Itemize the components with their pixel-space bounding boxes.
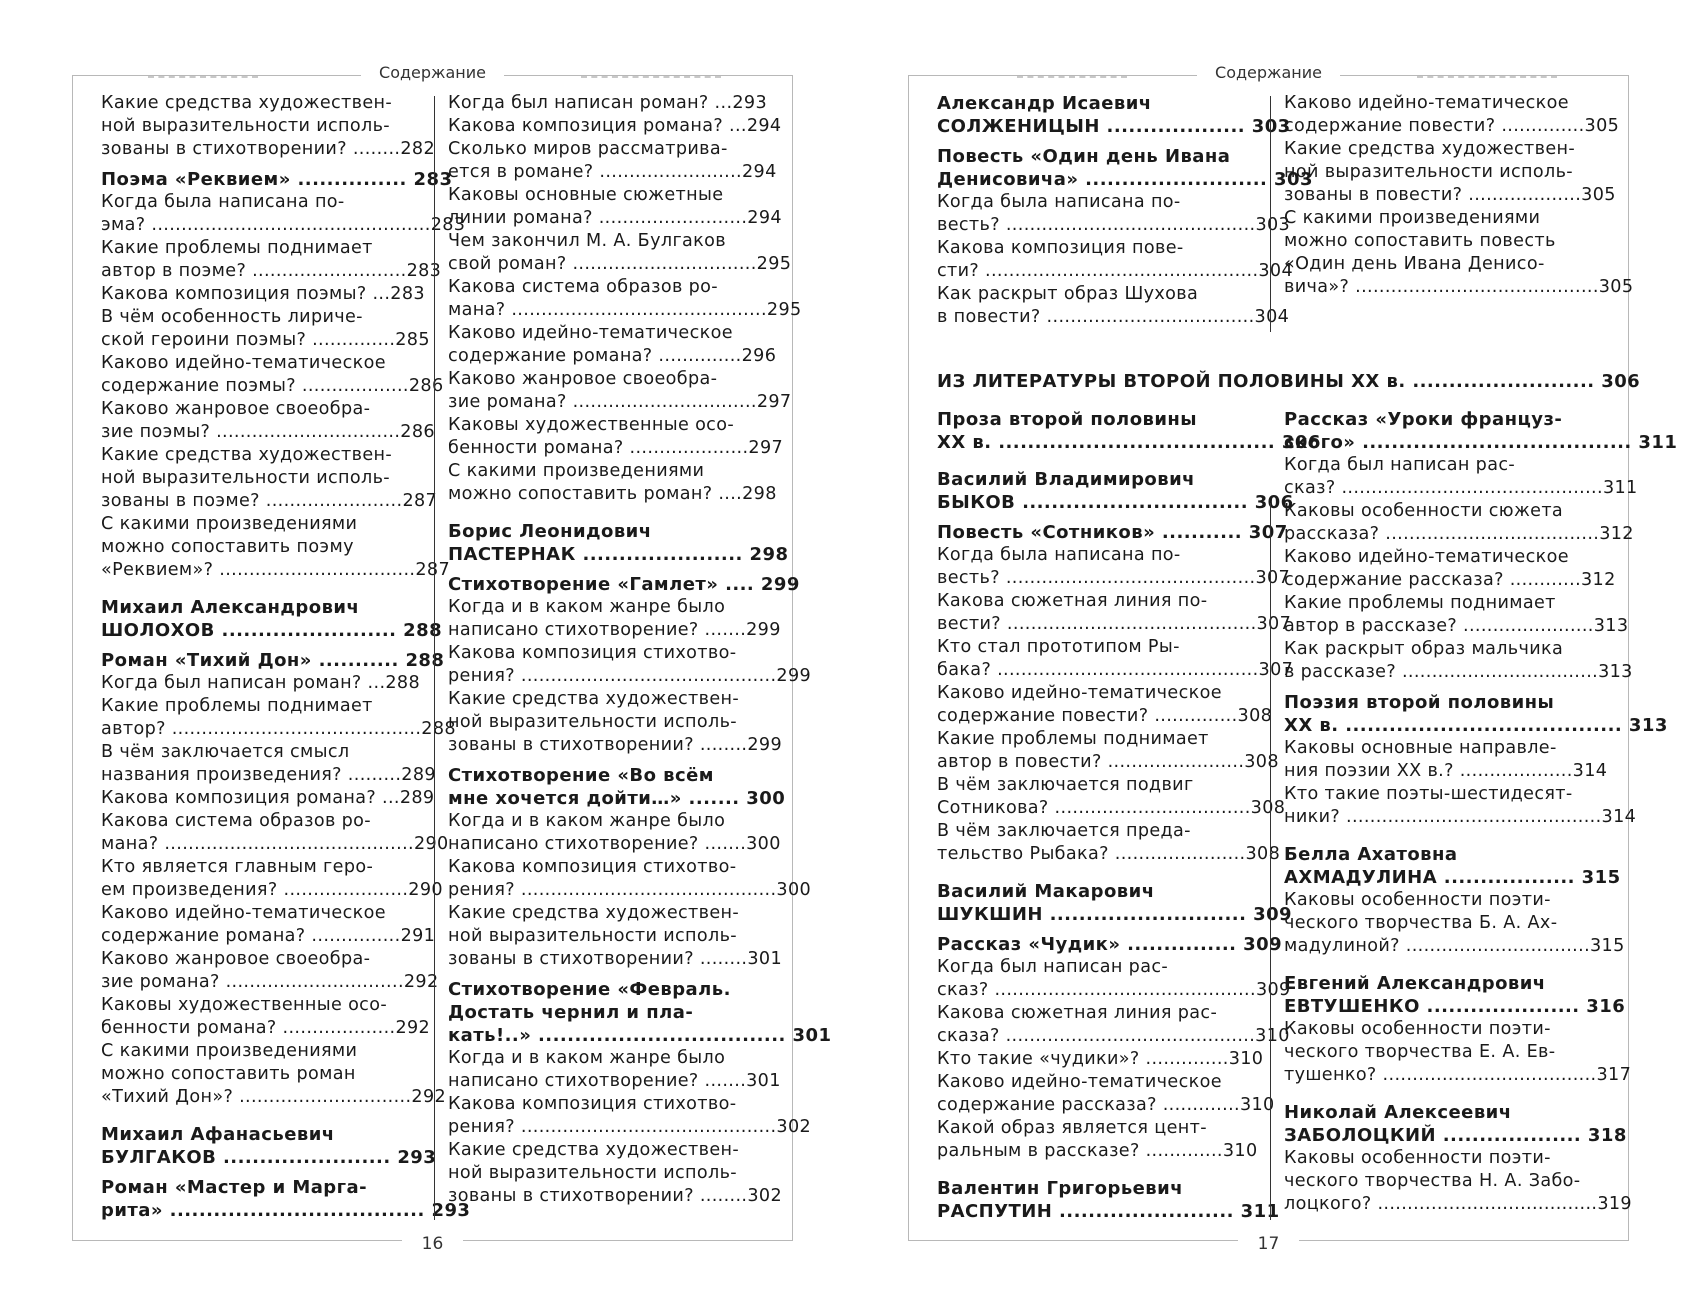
toc-entry-line: зие романа? ..............................292 xyxy=(101,972,439,992)
spacer xyxy=(937,926,1249,933)
toc-entry-line: Какие средства художествен- xyxy=(448,903,740,923)
toc-heading: Повесть «Сотников» ........... 307 xyxy=(937,522,1288,543)
page-header-text: Содержание xyxy=(1197,63,1340,82)
toc-entry-line: Чем закончил М. А. Булгаков xyxy=(448,231,726,251)
toc-entry-line: можно сопоставить роман xyxy=(101,1064,356,1084)
toc-entry-line: Каковы особенности сюжета xyxy=(1284,501,1564,521)
spacer xyxy=(1284,1087,1596,1101)
spacer xyxy=(448,971,760,978)
toc-entry-line: ной выразительности исполь- xyxy=(448,926,737,946)
toc-entry-line: бенности романа? ...................292 xyxy=(101,1018,431,1038)
toc-entry-line: «Тихий Дон»? .............................292 xyxy=(101,1087,447,1107)
toc-entry-line: Какие проблемы поднимает xyxy=(101,696,373,716)
toc-heading: Достать чернил и пла- xyxy=(448,1002,694,1023)
page-header-text: Содержание xyxy=(361,63,504,82)
toc-entry-line: ной выразительности исполь- xyxy=(448,1163,737,1183)
toc-entry-line: Сколько миров рассматрива- xyxy=(448,139,728,159)
page-number-text: 17 xyxy=(1238,1234,1300,1254)
spacer xyxy=(101,642,413,649)
toc-heading: ского» ..................................... 311 xyxy=(1284,432,1678,453)
toc-entry-line: Как раскрыт образ мальчика xyxy=(1284,639,1564,659)
toc-entry-line: написано стихотворение? .......299 xyxy=(448,620,781,640)
toc-heading: СОЛЖЕНИЦЫН ................... 303 xyxy=(937,116,1291,137)
toc-entry-line: Каково идейно-тематическое xyxy=(1284,547,1569,567)
toc-entry-line: эма? ...............................................283 xyxy=(101,215,466,235)
toc-heading: XX в. ...................................... 313 xyxy=(1284,715,1668,736)
toc-entry-line: Какова композиция романа? ...289 xyxy=(101,788,435,808)
toc-entry-line: ной выразительности исполь- xyxy=(101,116,390,136)
toc-entry-line: ем произведения? .....................290 xyxy=(101,880,443,900)
toc-entry-line: В чём особенность лириче- xyxy=(101,307,363,327)
toc-entry-line: сказа? ..........................................310 xyxy=(937,1026,1290,1046)
toc-entry-line: рассказа? ....................................312 xyxy=(1284,524,1634,544)
toc-entry-line: лоцкого? .....................................319 xyxy=(1284,1194,1632,1214)
toc-heading: Поэма «Реквием» ............... 283 xyxy=(101,169,453,190)
toc-heading: Стихотворение «Во всём xyxy=(448,765,714,786)
toc-entry-line: рения? ...........................................302 xyxy=(448,1117,812,1137)
toc-entry-line: Какие средства художествен- xyxy=(448,689,740,709)
toc-column-1-bottom xyxy=(937,408,1321,1223)
toc-entry-line: С какими произведениями xyxy=(101,1041,358,1061)
toc-column-1-top xyxy=(937,92,1313,329)
toc-entry-line: Какие средства художествен- xyxy=(448,1140,740,1160)
toc-heading: ЗАБОЛОЦКИЙ ................... 318 xyxy=(1284,1125,1627,1146)
toc-entry-line: Какова система образов ро- xyxy=(101,811,371,831)
spacer xyxy=(937,454,1249,468)
toc-entry-line: Каково жанровое своеобра- xyxy=(448,369,718,389)
toc-heading: Михаил Афанасьевич xyxy=(101,1124,335,1145)
toc-column-2 xyxy=(448,92,832,1208)
toc-entry-line: Каково идейно-тематическое xyxy=(101,353,386,373)
toc-entry-line: Каковы основные направле- xyxy=(1284,738,1557,758)
toc-entry-line: тушенко? ....................................317 xyxy=(1284,1065,1632,1085)
toc-entry-line: содержание романа? ...............291 xyxy=(101,926,436,946)
spacer xyxy=(937,1163,1249,1177)
toc-entry-line: «Один день Ивана Денисо- xyxy=(1284,254,1545,274)
toc-entry-line: написано стихотворение? .......301 xyxy=(448,1071,781,1091)
toc-entry-line: Какие проблемы поднимает xyxy=(1284,593,1556,613)
toc-heading: ШОЛОХОВ ........................ 288 xyxy=(101,620,443,641)
toc-entry-line: С какими произведениями xyxy=(101,514,358,534)
toc-entry-line: ческого творчества Н. А. Забо- xyxy=(1284,1171,1581,1191)
toc-entry-line: сказ? ............................................311 xyxy=(1284,478,1638,498)
toc-entry-line: Кто такие поэты-шестидесят- xyxy=(1284,784,1573,804)
toc-entry-line: Сотникова? .................................308 xyxy=(937,798,1286,818)
toc-entry-line: Какова композиция поэмы? ...283 xyxy=(101,284,425,304)
spacer xyxy=(101,161,413,168)
toc-entry-line: Когда и в каком жанре было xyxy=(448,811,726,831)
spacer xyxy=(448,506,760,520)
toc-entry-line: Каковы художественные осо- xyxy=(448,415,735,435)
section-heading-text: ИЗ ЛИТЕРАТУРЫ ВТОРОЙ ПОЛОВИНЫ XX в. ......................... 306 xyxy=(937,371,1641,392)
toc-entry-line: вести? ..........................................307 xyxy=(937,614,1292,634)
toc-entry-line: Когда была написана по- xyxy=(937,192,1181,212)
toc-entry-line: содержание повести? ..............305 xyxy=(1284,116,1620,136)
toc-entry-line: бака? ............................................307 xyxy=(937,660,1294,680)
toc-entry-line: Какова сюжетная линия рас- xyxy=(937,1003,1218,1023)
toc-entry-line: Какова композиция стихотво- xyxy=(448,643,737,663)
toc-heading: ПАСТЕРНАК ...................... 298 xyxy=(448,544,789,565)
column-divider-top xyxy=(1270,96,1271,332)
toc-entry-line: мана? ..........................................290 xyxy=(101,834,449,854)
toc-entry-line: Какова композиция пове- xyxy=(937,238,1184,258)
toc-entry-line: С какими произведениями xyxy=(448,461,705,481)
toc-entry-line: ской героини поэмы? ..............285 xyxy=(101,330,430,350)
page-number xyxy=(73,1234,792,1254)
toc-entry-line: Какие средства художествен- xyxy=(101,93,393,113)
toc-entry-line: Каково идейно-тематическое xyxy=(937,683,1222,703)
toc-entry-line: Какова система образов ро- xyxy=(448,277,718,297)
toc-entry-line: Каково жанровое своеобра- xyxy=(101,399,371,419)
spacer xyxy=(448,566,760,573)
toc-heading: ШУКШИН ........................... 309 xyxy=(937,904,1293,925)
toc-heading: Стихотворение «Февраль. xyxy=(448,979,731,1000)
left-page xyxy=(72,63,832,1254)
toc-entry-line: Каковы основные сюжетные xyxy=(448,185,724,205)
spacer xyxy=(101,1109,413,1123)
column-divider xyxy=(434,96,435,1220)
toc-entry-line: Какова композиция стихотво- xyxy=(448,857,737,877)
toc-column-2-bottom xyxy=(1284,408,1678,1216)
toc-entry-line: Каково идейно-тематическое xyxy=(448,323,733,343)
toc-entry-line: Когда был написан рас- xyxy=(1284,455,1516,475)
toc-entry-line: «Реквием»? .................................287 xyxy=(101,560,451,580)
spacer xyxy=(1284,684,1596,691)
toc-entry-line: ной выразительности исполь- xyxy=(101,468,390,488)
toc-entry-line: зованы в стихотворении? ........302 xyxy=(448,1186,782,1206)
toc-heading: XX в. ...................................... 306 xyxy=(937,432,1321,453)
toc-entry-line: написано стихотворение? .......300 xyxy=(448,834,781,854)
toc-entry-line: автор? ..........................................288 xyxy=(101,719,456,739)
toc-entry-line: ческого творчества Б. А. Ах- xyxy=(1284,913,1558,933)
section-heading xyxy=(937,370,1641,393)
toc-entry-line: зие поэмы? ...............................286 xyxy=(101,422,435,442)
toc-entry-line: Каково идейно-тематическое xyxy=(1284,93,1569,113)
toc-heading: Василий Владимирович xyxy=(937,469,1195,490)
toc-heading: БУЛГАКОВ ....................... 293 xyxy=(101,1147,437,1168)
toc-heading: Поэзия второй половины xyxy=(1284,692,1555,713)
toc-entry-line: В чём заключается смысл xyxy=(101,742,350,762)
toc-heading: Повесть «Один день Ивана xyxy=(937,146,1231,167)
spacer xyxy=(448,757,760,764)
toc-entry-line: содержание рассказа? ............312 xyxy=(1284,570,1616,590)
toc-entry-line: Когда был написан роман? ...293 xyxy=(448,93,768,113)
toc-entry-line: свой роман? ...............................295 xyxy=(448,254,792,274)
toc-heading: рита» ................................... 293 xyxy=(101,1200,471,1221)
toc-entry-line: Какова композиция романа? ...294 xyxy=(448,116,782,136)
toc-entry-line: Когда и в каком жанре было xyxy=(448,1048,726,1068)
toc-heading: Рассказ «Чудик» ............... 309 xyxy=(937,934,1283,955)
toc-entry-line: содержание романа? ..............296 xyxy=(448,346,777,366)
right-page xyxy=(908,63,1678,1254)
spacer xyxy=(101,582,413,596)
toc-heading: Стихотворение «Гамлет» .... 299 xyxy=(448,574,800,595)
toc-entry-line: С какими произведениями xyxy=(1284,208,1541,228)
toc-entry-line: зованы в поэме? .......................287 xyxy=(101,491,438,511)
toc-entry-line: зованы в повести? ...................305 xyxy=(1284,185,1616,205)
toc-entry-line: сти? ..............................................304 xyxy=(937,261,1294,281)
toc-entry-line: ной выразительности исполь- xyxy=(1284,162,1573,182)
toc-entry-line: Кто является главным геро- xyxy=(101,857,374,877)
toc-entry-line: мана? ...........................................295 xyxy=(448,300,802,320)
toc-entry-line: можно сопоставить роман? ....298 xyxy=(448,484,777,504)
toc-entry-line: Каковы особенности поэти- xyxy=(1284,1148,1551,1168)
page-number-text: 16 xyxy=(402,1234,464,1254)
toc-entry-line: ется в романе? ........................294 xyxy=(448,162,777,182)
page-header xyxy=(909,63,1628,82)
toc-entry-line: Какие проблемы поднимает xyxy=(101,238,373,258)
toc-heading: БЫКОВ ............................... 306 xyxy=(937,492,1294,513)
toc-entry-line: весть? ..........................................303 xyxy=(937,215,1291,235)
toc-heading: Рассказ «Уроки француз- xyxy=(1284,409,1563,430)
toc-entry-line: Какие средства художествен- xyxy=(1284,139,1576,159)
toc-entry-line: автор в рассказе? ......................313 xyxy=(1284,616,1629,636)
toc-entry-line: Какова композиция стихотво- xyxy=(448,1094,737,1114)
toc-entry-line: бенности романа? ....................297 xyxy=(448,438,784,458)
toc-heading: Белла Ахатовна xyxy=(1284,844,1458,865)
toc-entry-line: линии романа? .........................294 xyxy=(448,208,782,228)
toc-entry-line: зованы в стихотворении? ........301 xyxy=(448,949,782,969)
toc-entry-line: тельство Рыбака? ......................308 xyxy=(937,844,1281,864)
spacer xyxy=(937,866,1249,880)
spacer xyxy=(101,1169,413,1176)
toc-entry-line: сказ? ............................................309 xyxy=(937,980,1291,1000)
toc-entry-line: можно сопоставить повесть xyxy=(1284,231,1556,251)
toc-heading: Борис Леонидович xyxy=(448,521,652,542)
toc-entry-line: Какие проблемы поднимает xyxy=(937,729,1209,749)
toc-entry-line: Каково идейно-тематическое xyxy=(937,1072,1222,1092)
toc-heading: Василий Макарович xyxy=(937,881,1155,902)
toc-entry-line: Какие средства художествен- xyxy=(101,445,393,465)
toc-heading: АХМАДУЛИНА .................. 315 xyxy=(1284,867,1621,888)
toc-entry-line: Кто стал прототипом Ры- xyxy=(937,637,1180,657)
toc-entry-line: ния поэзии XX в.? ...................314 xyxy=(1284,761,1608,781)
toc-heading: мне хочется дойти…» ....... 300 xyxy=(448,788,786,809)
toc-heading: Александр Исаевич xyxy=(937,93,1152,114)
toc-entry-line: Когда и в каком жанре было xyxy=(448,597,726,617)
toc-entry-line: можно сопоставить поэму xyxy=(101,537,354,557)
toc-column-2-top xyxy=(1284,92,1634,299)
toc-entry-line: Когда была написана по- xyxy=(101,192,345,212)
page-number xyxy=(909,1234,1628,1254)
toc-entry-line: названия произведения? .........289 xyxy=(101,765,436,785)
toc-entry-line: Каковы особенности поэти- xyxy=(1284,890,1551,910)
toc-entry-line: В чём заключается подвиг xyxy=(937,775,1194,795)
toc-heading: РАСПУТИН ........................ 311 xyxy=(937,1201,1280,1222)
toc-entry-line: автор в поэме? ..........................283 xyxy=(101,261,442,281)
toc-heading: Михаил Александрович xyxy=(101,597,360,618)
toc-entry-line: Когда был написан рас- xyxy=(937,957,1169,977)
toc-column-1 xyxy=(101,92,471,1222)
toc-entry-line: в рассказе? .................................313 xyxy=(1284,662,1633,682)
spacer xyxy=(1284,958,1596,972)
toc-entry-line: Каковы художественные осо- xyxy=(101,995,388,1015)
toc-entry-line: весть? ..........................................307 xyxy=(937,568,1291,588)
toc-entry-line: ческого творчества Е. А. Ев- xyxy=(1284,1042,1556,1062)
toc-heading: Валентин Григорьевич xyxy=(937,1178,1184,1199)
spacer xyxy=(1284,829,1596,843)
toc-entry-line: автор в повести? .......................308 xyxy=(937,752,1279,772)
toc-entry-line: Как раскрыт образ Шухова xyxy=(937,284,1199,304)
column-divider-bottom xyxy=(1270,503,1271,1220)
toc-heading: Роман «Тихий Дон» ........... 288 xyxy=(101,650,445,671)
toc-entry-line: Каково идейно-тематическое xyxy=(101,903,386,923)
toc-heading: Проза второй половины xyxy=(937,409,1198,430)
toc-entry-line: содержание рассказа? .............310 xyxy=(937,1095,1275,1115)
toc-entry-line: Кто такие «чудики»? ..............310 xyxy=(937,1049,1264,1069)
toc-entry-line: рения? ...........................................300 xyxy=(448,880,812,900)
toc-entry-line: В чём заключается преда- xyxy=(937,821,1191,841)
toc-entry-line: Когда была написана по- xyxy=(937,545,1181,565)
toc-entry-line: ники? ...........................................314 xyxy=(1284,807,1637,827)
toc-entry-line: ральным в рассказе? .............310 xyxy=(937,1141,1258,1161)
toc-entry-line: ной выразительности исполь- xyxy=(448,712,737,732)
toc-entry-line: зованы в стихотворении? ........299 xyxy=(448,735,782,755)
toc-entry-line: содержание повести? ..............308 xyxy=(937,706,1273,726)
toc-entry-line: содержание поэмы? ..................286 xyxy=(101,376,444,396)
toc-entry-line: Каково жанровое своеобра- xyxy=(101,949,371,969)
toc-entry-line: рения? ...........................................299 xyxy=(448,666,812,686)
toc-entry-line: Когда был написан роман? ...288 xyxy=(101,673,421,693)
toc-heading: кать!..» .................................. 301 xyxy=(448,1025,832,1046)
toc-entry-line: Какова сюжетная линия по- xyxy=(937,591,1208,611)
toc-heading: Евгений Александрович xyxy=(1284,973,1546,994)
spacer xyxy=(937,514,1249,521)
toc-heading: ЕВТУШЕНКО ..................... 316 xyxy=(1284,996,1626,1017)
toc-entry-line: мадулиной? ...............................315 xyxy=(1284,936,1625,956)
toc-entry-line: зие романа? ...............................297 xyxy=(448,392,792,412)
toc-entry-line: Какой образ является цент- xyxy=(937,1118,1207,1138)
toc-entry-line: зованы в стихотворении? ........282 xyxy=(101,139,435,159)
toc-entry-line: в повести? ...................................304 xyxy=(937,307,1290,327)
toc-heading: Николай Алексеевич xyxy=(1284,1102,1512,1123)
toc-heading: Роман «Мастер и Марга- xyxy=(101,1177,368,1198)
toc-entry-line: вича»? .........................................305 xyxy=(1284,277,1634,297)
toc-heading: Денисовича» ......................... 303 xyxy=(937,169,1313,190)
page-header xyxy=(73,63,792,82)
toc-entry-line: Каковы особенности поэти- xyxy=(1284,1019,1551,1039)
spacer xyxy=(937,138,1249,145)
